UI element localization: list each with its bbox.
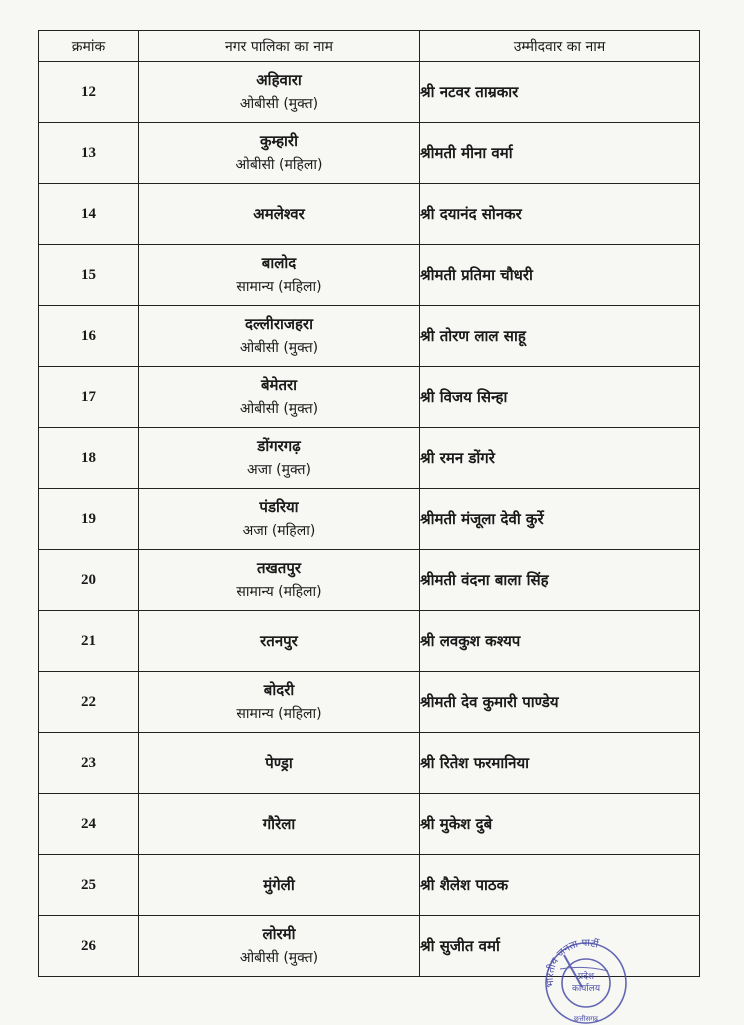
header-municipality: नगर पालिका का नाम	[139, 31, 420, 62]
reservation-category: ओबीसी (मुक्त)	[239, 96, 319, 112]
reservation-category: ओबीसी (मुक्त)	[239, 950, 319, 966]
table-row	[39, 306, 700, 367]
table-row	[39, 367, 700, 428]
table-row	[39, 62, 700, 123]
serial-number: 21	[39, 611, 139, 672]
municipality-name: लोरमी	[262, 925, 296, 943]
serial-number: 12	[39, 62, 139, 123]
municipality-cell	[139, 550, 420, 611]
serial-number: 22	[39, 672, 139, 733]
table-row	[39, 184, 700, 245]
municipality-cell	[139, 306, 420, 367]
table-row	[39, 489, 700, 550]
municipality-cell	[139, 672, 420, 733]
table-row	[39, 672, 700, 733]
municipality-cell	[139, 855, 420, 916]
reservation-category: सामान्य (महिला)	[236, 706, 322, 722]
municipality-cell	[139, 916, 420, 977]
serial-number: 14	[39, 184, 139, 245]
table-row	[39, 245, 700, 306]
svg-text:कार्यालय: कार्यालय	[571, 984, 601, 994]
reservation-category: सामान्य (महिला)	[236, 584, 322, 600]
municipality-cell	[139, 489, 420, 550]
candidate-name: श्रीमती मीना वर्मा	[420, 123, 700, 184]
reservation-category: ओबीसी (मुक्त)	[239, 401, 319, 417]
table-body	[39, 62, 700, 977]
serial-number: 17	[39, 367, 139, 428]
serial-number: 24	[39, 794, 139, 855]
municipality-name: अमलेश्वर	[253, 205, 305, 223]
candidate-name: श्री मुकेश दुबे	[420, 794, 700, 855]
svg-text:छत्तीसगढ़: छत्तीसगढ़	[573, 1015, 599, 1023]
candidate-name: श्री रमन डोंगरे	[420, 428, 700, 489]
table-row	[39, 123, 700, 184]
municipality-name: डोंगरगढ़	[257, 437, 301, 455]
municipality-cell	[139, 123, 420, 184]
municipality-name: दल्लीराजहरा	[245, 315, 313, 333]
municipality-cell	[139, 62, 420, 123]
municipality-name: बोदरी	[263, 681, 295, 699]
candidate-name: श्रीमती मंजूला देवी कुर्रे	[420, 489, 700, 550]
municipality-cell	[139, 367, 420, 428]
municipality-name: कुम्हारी	[260, 132, 298, 150]
municipality-name: बालोद	[261, 254, 297, 272]
table-header-row	[39, 31, 700, 62]
table-row	[39, 733, 700, 794]
header-serial: क्रमांक	[39, 31, 139, 62]
candidate-name: श्रीमती देव कुमारी पाण्डेय	[420, 672, 700, 733]
serial-number: 15	[39, 245, 139, 306]
municipality-cell	[139, 184, 420, 245]
municipality-name: तखतपुर	[256, 559, 302, 577]
reservation-category: अजा (मुक्त)	[247, 462, 311, 478]
table-row	[39, 428, 700, 489]
serial-number: 16	[39, 306, 139, 367]
candidate-name: श्री लवकुश कश्यप	[420, 611, 700, 672]
table-row	[39, 855, 700, 916]
candidate-name: श्रीमती प्रतिमा चौधरी	[420, 245, 700, 306]
municipality-name: मुंगेली	[263, 876, 295, 894]
candidate-table	[38, 30, 700, 977]
header-candidate: उम्मीदवार का नाम	[420, 31, 700, 62]
serial-number: 25	[39, 855, 139, 916]
municipality-cell	[139, 794, 420, 855]
municipality-name: गौरेला	[262, 815, 296, 833]
candidate-name: श्री शैलेश पाठक	[420, 855, 700, 916]
table-row	[39, 794, 700, 855]
candidate-name: श्रीमती वंदना बाला सिंह	[420, 550, 700, 611]
serial-number: 23	[39, 733, 139, 794]
municipality-cell	[139, 245, 420, 306]
reservation-category: ओबीसी (मुक्त)	[239, 340, 319, 356]
reservation-category: सामान्य (महिला)	[236, 279, 322, 295]
candidate-name: श्री रितेश फरमानिया	[420, 733, 700, 794]
table-row	[39, 916, 700, 977]
reservation-category: ओबीसी (महिला)	[235, 157, 323, 173]
reservation-category: अजा (महिला)	[242, 523, 316, 539]
svg-text:प्रदेश: प्रदेश	[577, 972, 595, 982]
municipality-name: अहिवारा	[256, 71, 302, 89]
municipality-name: रतनपुर	[260, 632, 298, 650]
svg-text:भारतीय जनता पार्टी: भारतीय जनता पार्टी	[544, 937, 600, 988]
candidate-name: श्री सुजीत वर्मा	[420, 916, 700, 977]
municipality-name: पेण्ड्रा	[265, 754, 293, 772]
candidate-name: श्री नटवर ताम्रकार	[420, 62, 700, 123]
municipality-name: बेमेतरा	[260, 376, 298, 394]
serial-number: 19	[39, 489, 139, 550]
municipality-cell	[139, 428, 420, 489]
candidate-name: श्री विजय सिन्हा	[420, 367, 700, 428]
table-row	[39, 611, 700, 672]
municipality-cell	[139, 733, 420, 794]
serial-number: 20	[39, 550, 139, 611]
serial-number: 26	[39, 916, 139, 977]
table-row	[39, 550, 700, 611]
serial-number: 18	[39, 428, 139, 489]
candidate-name: श्री दयानंद सोनकर	[420, 184, 700, 245]
municipality-name: पंडरिया	[259, 498, 299, 516]
municipality-cell	[139, 611, 420, 672]
serial-number: 13	[39, 123, 139, 184]
candidate-name: श्री तोरण लाल साहू	[420, 306, 700, 367]
